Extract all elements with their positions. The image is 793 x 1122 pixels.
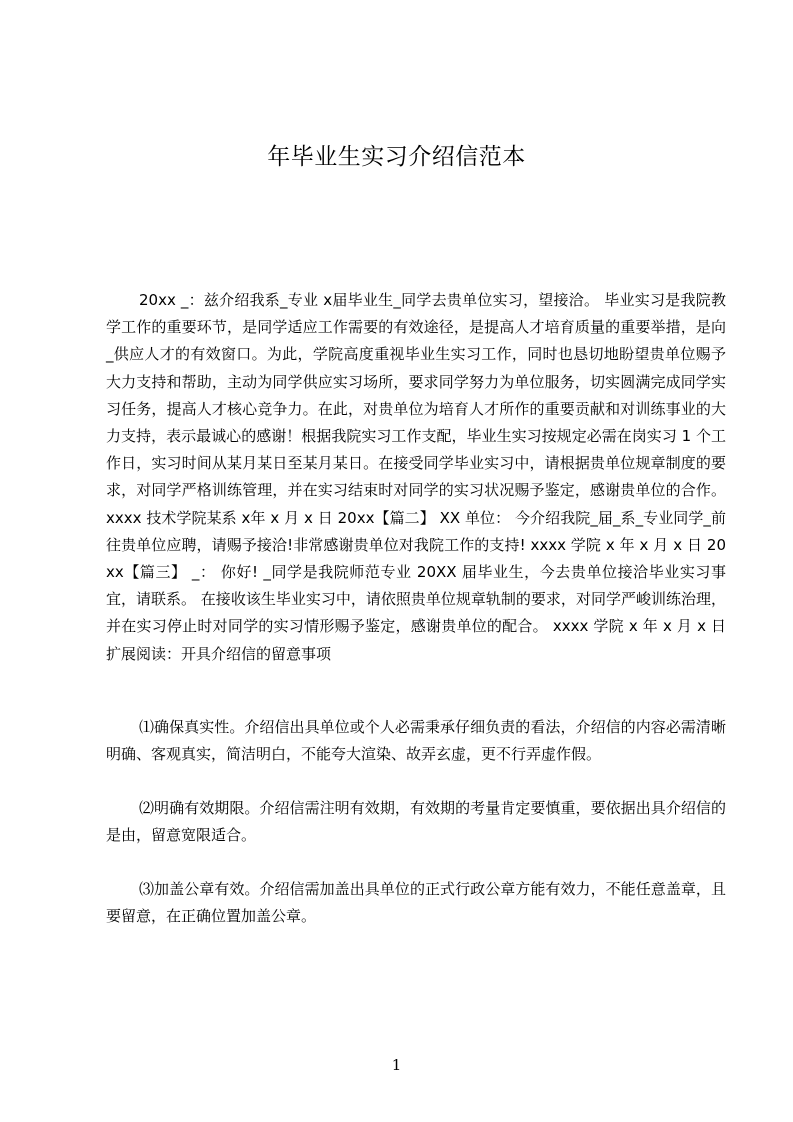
note-paragraph-validity: ⑵明确有效期限。介绍信需注明有效期，有效期的考量肯定要慎重，要依据出具介绍信的是由，留意宽限适合。 [106,799,726,845]
page-number: 1 [391,1056,402,1074]
page-title: 年毕业生实习介绍信范本 [267,144,526,170]
body-paragraph-main: 20xx _：兹介绍我系_专业 x届毕业生_同学去贵单位实习，望接洽。 毕业实习是我院教学工作的重要环节，是同学适应工作需要的有效途径，是提高人才培育质量的重要举措，是向_供应人才的有效窗口。为此，学院高度重视毕业生实习工作，同时也恳切地盼望贵单位赐予大力支持和帮助，主动为同学供应实习场所，要求同学努力为单位服务，切实圆满完成同学实习任务，提高人才核心竞争力。在此，对贵单位为培育人才所作的重要贡献和对训练事业的大力支持，表示最诚心的感谢！根据我院实习工作支配，毕业生实习按规定必需在岗实习 1 个工作日，实习时间从某月某日至某月某日。在接受同学毕业实习中，请根据贵单位规章制度的要求，对同学严格训练管理，并在实习结束时对同学的实习状况赐予鉴定，感谢贵单位的合作。 xxxx 技术学院某系 x年 x 月 x 日 20xx【篇二】 XX 单位： 今介绍我院_届_系_专业同学_前往贵单位应聘，请赐予接洽!非常感谢贵单位对我院工作的支持! xxxx 学院 x 年 x 月 x 日 20xx【篇三】 _： 你好! _同学是我院师范专业 20XX 届毕业生，今去贵单位接洽毕业实习事宜，请联系。 在接收该生毕业实习中，请依照贵单位规章轨制的要求，对同学严峻训练治理，并在实习停止时对同学的实习情形赐予鉴定，感谢贵单位的配合。 xxxx 学院 x 年 x 月 x 日 扩展阅读：开具介绍信的留意事项 [106,291,726,663]
note-paragraph-seal: ⑶加盖公章有效。介绍信需加盖出具单位的正式行政公章方能有效力，不能任意盖章，且要留意，在正确位置加盖公章。 [106,880,726,926]
note-paragraph-authenticity: ⑴确保真实性。介绍信出具单位或个人必需秉承仔细负责的看法，介绍信的内容必需清晰明确、客观真实，简洁明白，不能夸大渲染、故弄玄虚，更不行弄虚作假。 [106,718,726,764]
